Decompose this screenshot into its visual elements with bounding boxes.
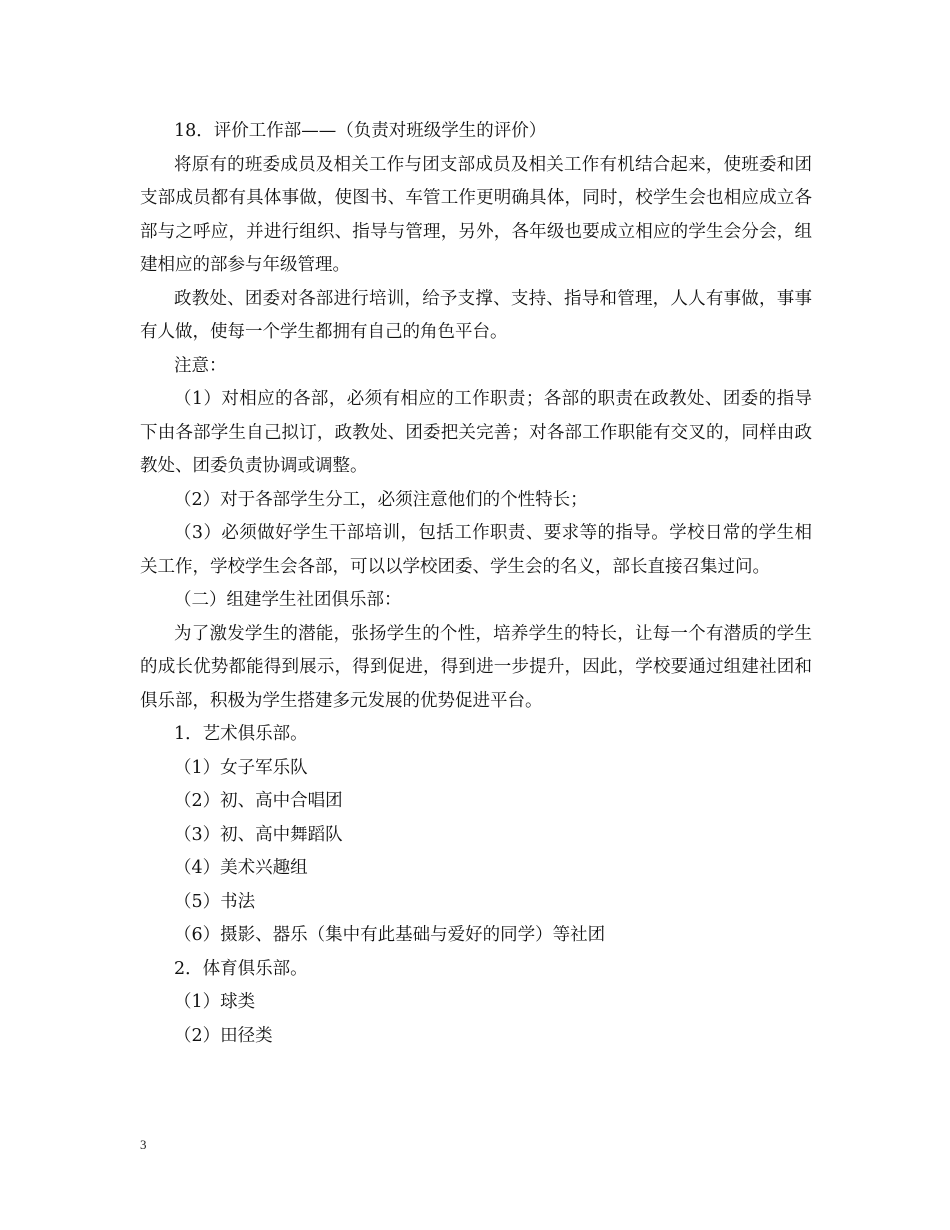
list-item-art-3: （3）初、高中舞蹈队 <box>174 824 343 845</box>
paragraph-merge-committees: 将原有的班委成员及相关工作与团支部成员及相关工作有机结合起来，使班委和团支部成员都有具体事做，使图书、车管工作更明确具体，同时，校学生会也相应成立各部与之呼应，并进行组织、指导与管理，另外，各年级也要成立相应的学生会分会，组建相应的部参与年级管理。 <box>140 154 812 275</box>
document-body <box>140 115 812 1053</box>
list-heading-sports-club: 2．体育俱乐部。 <box>174 958 308 979</box>
list-item-art-6: （6）摄影、器乐（集中有此基础与爱好的同学）等社团 <box>174 925 606 945</box>
list-item-art-4: （4）美术兴趣组 <box>174 858 308 878</box>
list-item-art-5: （5）书法 <box>174 891 256 912</box>
note-item-1: （1）对相应的各部，必须有相应的工作职责；各部的职责在政教处、团委的指导下由各部学生自己拟订，政教处、团委把关完善；对各部工作职能有交叉的，同样由政教处、团委负责协调或调整。 <box>140 389 812 476</box>
list-item-sports-2: （2）田径类 <box>174 1025 273 1046</box>
note-item-2: （2）对于各部学生分工，必须注意他们的个性特长； <box>174 489 588 510</box>
paragraph-training: 政教处、团委对各部进行培训，给予支撑、支持、指导和管理，人人有事做，事事有人做，使每一个学生都拥有自己的角色平台。 <box>140 288 812 342</box>
section-heading-evaluation-dept: 18．评价工作部——（负责对班级学生的评价） <box>174 121 547 141</box>
list-item-sports-1: （1）球类 <box>174 992 256 1012</box>
list-heading-art-club: 1．艺术俱乐部。 <box>174 724 308 744</box>
paragraph-clubs-purpose: 为了激发学生的潜能，张扬学生的个性，培养学生的特长，让每一个有潜质的学生的成长优势都能得到展示，得到促进，得到进一步提升，因此，学校要通过组建社团和俱乐部，积极为学生搭建多元发展的优势促进平台。 <box>140 623 812 711</box>
section-heading-clubs: （二）组建学生社团俱乐部： <box>174 590 402 610</box>
page-number: 3 <box>140 1137 147 1152</box>
note-heading: 注意： <box>174 355 227 376</box>
list-item-art-2: （2）初、高中合唱团 <box>174 791 343 811</box>
note-item-3: （3）必须做好学生干部培训，包括工作职责、要求等的指导。学校日常的学生相关工作，学校学生会各部，可以以学校团委、学生会的名义，部长直接召集过问。 <box>140 523 812 577</box>
list-item-art-1: （1）女子军乐队 <box>174 757 308 778</box>
